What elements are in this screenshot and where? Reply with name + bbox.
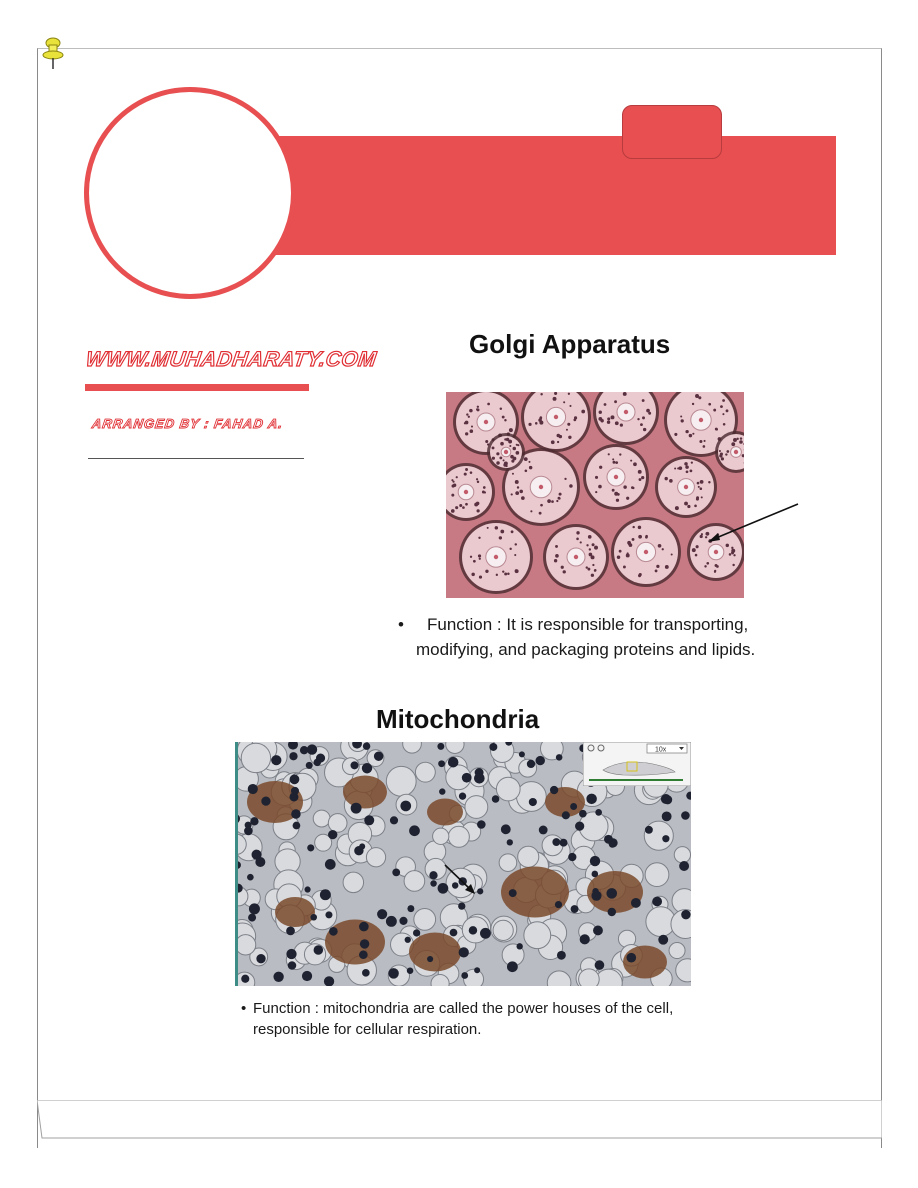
title-banner [262, 136, 836, 255]
golgi-function-text [398, 612, 818, 662]
arrow-icon [441, 862, 481, 896]
zoom-level-text: 10x [655, 746, 667, 754]
title-circle [84, 87, 296, 299]
slide-navigator-inset[interactable] [583, 742, 691, 786]
golgi-function-body: Function : It is responsible for transporting, modifying, and packaging proteins and lipids. [416, 615, 756, 659]
sidebar-divider [88, 458, 304, 459]
pushpin-icon[interactable] [40, 36, 66, 70]
banner-tab [622, 105, 722, 159]
arranged-by-label: ARRANGED BY : FAHAD A. [91, 416, 285, 431]
torn-page-edge [37, 1100, 882, 1160]
mitochondria-function-body: Function : mitochondria are called the power houses of the cell, responsible for cellular respiration. [253, 1000, 674, 1038]
bullet-marker: • [241, 1000, 247, 1017]
mitochondria-title: Mitochondria [376, 704, 540, 734]
mitochondria-micrograph [235, 742, 691, 986]
site-name-logo[interactable]: WWW.MUHADHARATY.COM [84, 348, 378, 371]
golgi-micrograph [446, 392, 744, 598]
golgi-title: Golgi Apparatus [469, 329, 671, 359]
site-name-underline [85, 384, 309, 391]
bullet-marker: • [398, 615, 404, 634]
mitochondria-function-text [241, 998, 711, 1040]
arrow-icon [700, 500, 800, 550]
